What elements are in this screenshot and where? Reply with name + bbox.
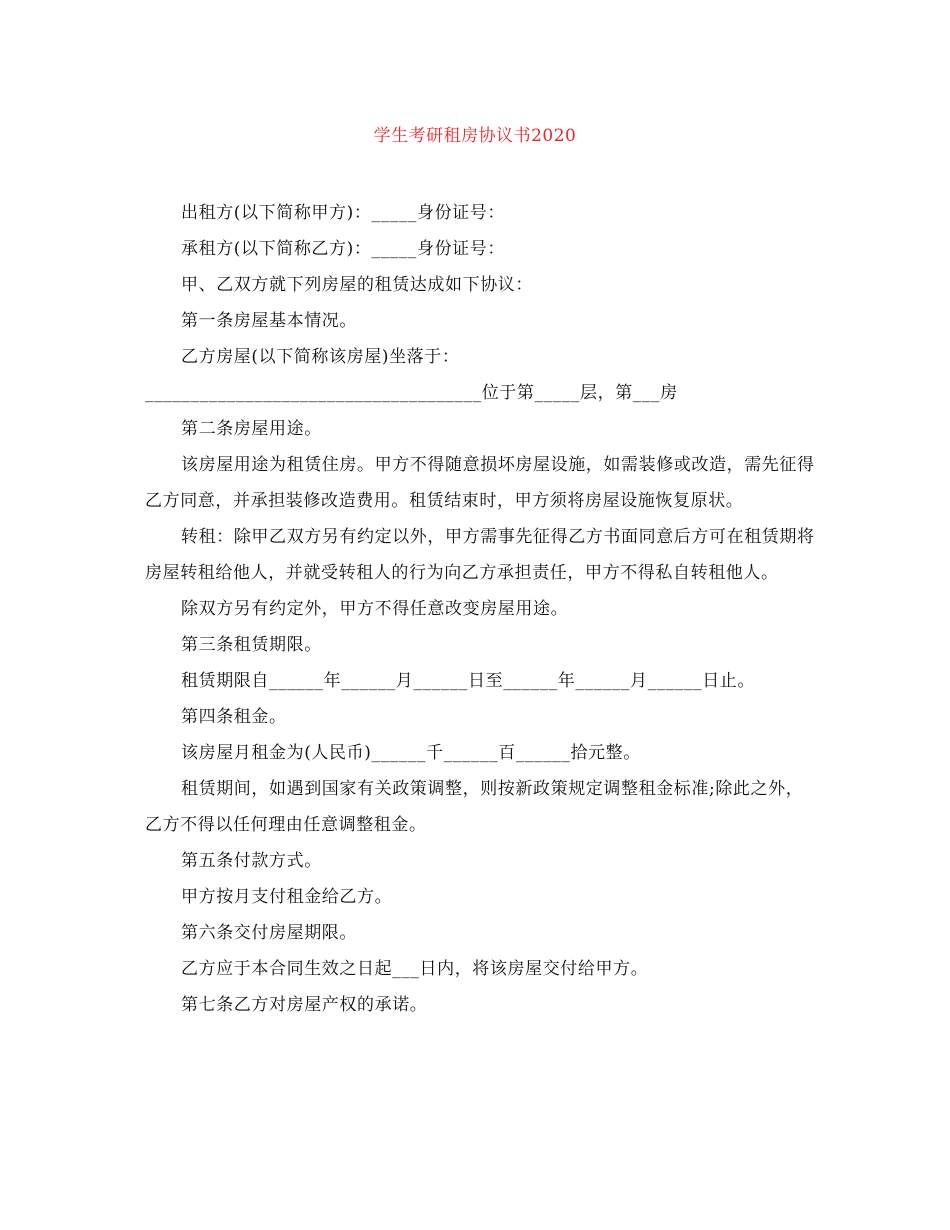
article-2-heading: 第二条房屋用途。 <box>181 419 322 439</box>
article-1-heading: 第一条房屋基本情况。 <box>181 311 357 331</box>
party-a-line: 出租方(以下简称甲方)：_____身份证号： <box>181 203 505 223</box>
sublet-paragraph: 转租：除甲乙双方另有约定以外，甲方需事先征得乙方书面同意后方可在租赁期将房屋转租给他人，并就受转租人的行为向乙方承担责任，甲方不得私自转租他人。 <box>145 527 815 583</box>
lease-term-line: 租赁期限自______年______月______日至______年______月______日止。 <box>181 671 755 691</box>
usage-paragraph: 该房屋用途为租赁住房。甲方不得随意损坏房屋设施，如需装修或改造，需先征得乙方同意，并承担装修改造费用。租赁结束时，甲方须将房屋设施恢复原状。 <box>145 455 815 511</box>
property-location-line: 乙方房屋(以下简称该房屋)坐落于： <box>181 347 460 367</box>
payment-line: 甲方按月支付租金给乙方。 <box>181 887 393 907</box>
article-5-heading: 第五条付款方式。 <box>181 851 322 871</box>
agreement-intro: 甲、乙双方就下列房屋的租赁达成如下协议： <box>181 275 533 295</box>
usage-change-paragraph: 除双方另有约定外，甲方不得任意改变房屋用途。 <box>181 599 569 619</box>
rent-adjust-paragraph: 租赁期间，如遇到国家有关政策调整，则按新政策规定调整租金标准;除此之外，乙方不得以任何理由任意调整租金。 <box>145 779 804 835</box>
article-6-heading: 第六条交付房屋期限。 <box>181 923 357 943</box>
article-3-heading: 第三条租赁期限。 <box>181 635 322 655</box>
document-title: 学生考研租房协议书2020 <box>373 126 577 146</box>
article-4-heading: 第四条租金。 <box>181 707 287 727</box>
article-7-heading: 第七条乙方对房屋产权的承诺。 <box>181 995 428 1015</box>
document-body <box>145 195 815 1023</box>
rent-amount-line: 该房屋月租金为(人民币)______千______百______拾元整。 <box>181 743 641 763</box>
party-b-line: 承租方(以下简称乙方)：_____身份证号： <box>181 239 505 259</box>
property-floor-line: _____________________________________位于第_____层，第___房 <box>145 383 678 403</box>
delivery-line: 乙方应于本合同生效之日起___日内，将该房屋交付给甲方。 <box>181 959 649 979</box>
